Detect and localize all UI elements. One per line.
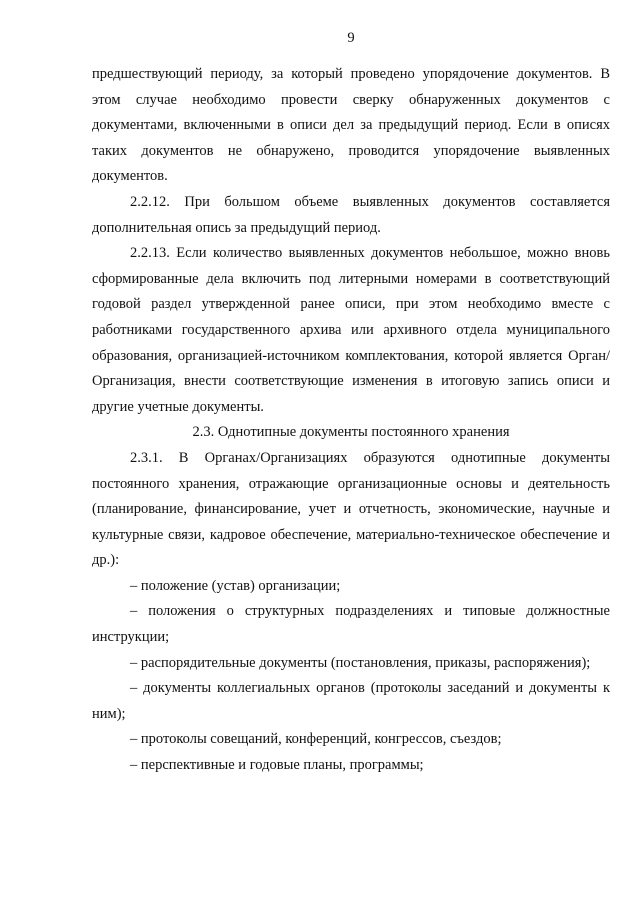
paragraph-2-2-13: 2.2.13. Если количество выявленных документов небольшое, можно вновь сформированные дела включить под литерными номерами в соответствующий годовой раздел утвержденной ранее описи, при этом необходимо вместе с работниками государственного архива или архивного отдела муниципального образования, организацией-источником комплектования, которой является Орган/Организация, внести соответствующие изменения в итоговую запись описи и другие учетные документы. (92, 245, 610, 415)
list-item: – перспективные и годовые планы, программы; (130, 757, 424, 774)
list-item: – протоколы совещаний, конференций, конгрессов, съездов; (130, 731, 502, 748)
list-item: – документы коллегиальных органов (протоколы заседаний и документы к ним); (92, 680, 610, 722)
paragraph-continuation: предшествующий периоду, за который проведено упорядочение документов. В этом случае необходимо провести сверку обнаруженных документов с документами, включенными в описи дел за предыдущий период. Если в описях таких документов не обнаружено, проводится упорядочение выявленных документов. (92, 66, 610, 185)
list-item: – положение (устав) организации; (130, 577, 341, 594)
document-page (92, 28, 610, 779)
paragraph-2-3-1: 2.3.1. В Органах/Организациях образуются однотипные документы постоянного хранения, отражающие организационные основы и деятельность (планирование, финансирование, учет и отчетность, экономические, научные и культурные связи, кадровое обеспечение, материально-техническое обеспечение и др.): (92, 449, 610, 569)
paragraph-2-2-12: 2.2.12. При большом объеме выявленных документов составляется дополнительная опись за предыдущий период. (92, 193, 610, 236)
section-heading: 2.3. Однотипные документы постоянного хранения (192, 424, 510, 441)
list-item: – положения о структурных подразделениях и типовые должностные инструкции; (92, 603, 610, 646)
page-number: 9 (347, 30, 355, 46)
list-item: – распорядительные документы (постановления, приказы, распоряжения); (130, 654, 591, 671)
